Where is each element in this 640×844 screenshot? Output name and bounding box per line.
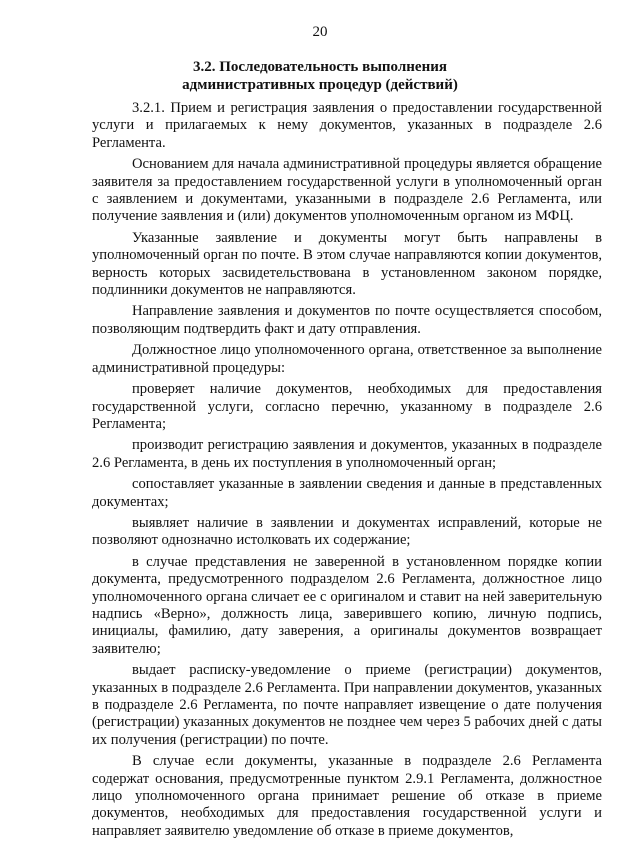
paragraph-2: Основанием для начала административной процедуры является обращение заявителя за предоставлением государственной услуги в уполномоченный орган с заявлением и документами, указанными в подразделе 2.6 Регламента, или получение заявления и (или) документов уполномоченным органом из МФЦ. bbox=[92, 156, 602, 225]
paragraph-10: в случае представления не заверенной в установленном порядке копии документа, предусмотренного подразделом 2.6 Регламента, должностное лицо уполномоченного органа сличает ее с оригиналом и ставит на ней заверительную надпись «Верно», должность лица, заверившего копию, личную подпись, инициалы, фамилию, дату заверения, а оригиналы документов возвращает заявителю; bbox=[92, 553, 602, 657]
paragraph-6: проверяет наличие документов, необходимых для предоставления государственной услуги, согласно перечню, указанному в подразделе 2.6 Регламента; bbox=[92, 381, 602, 432]
paragraph-7: производит регистрацию заявления и документов, указанных в подразделе 2.6 Регламента, в день их поступления в уполномоченный орган; bbox=[92, 437, 602, 471]
page-number: 20 bbox=[312, 24, 328, 40]
paragraph-11: выдает расписку-уведомление о приеме (регистрации) документов, указанных в подразделе 2.6 Регламента. При направлении документов, указанных в подразделе 2.6 Регламента, по почте направляет извещение о дате получения (регистрации) указанных документов не позднее чем через 5 рабочих дней с даты их получения (регистрации) по почте. bbox=[92, 662, 602, 748]
document-body bbox=[92, 100, 602, 844]
paragraph-4: Направление заявления и документов по почте осуществляется способом, позволяющим подтвердить факт и дату отправления. bbox=[92, 303, 602, 337]
paragraph-3: Указанные заявление и документы могут быть направлены в уполномоченный орган по почте. В этом случае направляются копии документов, верность которых засвидетельствована в установленном законом порядке, подлинники документов не направляются. bbox=[92, 229, 602, 299]
paragraph-12: В случае если документы, указанные в подразделе 2.6 Регламента содержат основания, предусмотренные пунктом 2.9.1 Регламента, должностное лицо уполномоченного органа принимает решение об отказе в приеме документов, необходимых для предоставления государственной услуги и направляет заявителю уведомление об отказе в приеме документов, bbox=[92, 753, 602, 839]
paragraph-1: 3.2.1. Прием и регистрация заявления о предоставлении государственной услуги и прилагаемых к нему документов, указанных в подразделе 2.6 Регламента. bbox=[92, 100, 602, 151]
paragraph-5: Должностное лицо уполномоченного органа, ответственное за выполнение административной процедуры: bbox=[92, 342, 602, 376]
section-title-line-2: административных процедур (действий) bbox=[182, 77, 458, 93]
paragraph-8: сопоставляет указанные в заявлении сведения и данные в представленных документах; bbox=[92, 476, 602, 510]
section-heading bbox=[0, 58, 640, 94]
section-title-line-1: 3.2. Последовательность выполнения bbox=[193, 59, 447, 75]
paragraph-9: выявляет наличие в заявлении и документах исправлений, которые не позволяют однозначно истолковать их содержание; bbox=[92, 514, 602, 549]
